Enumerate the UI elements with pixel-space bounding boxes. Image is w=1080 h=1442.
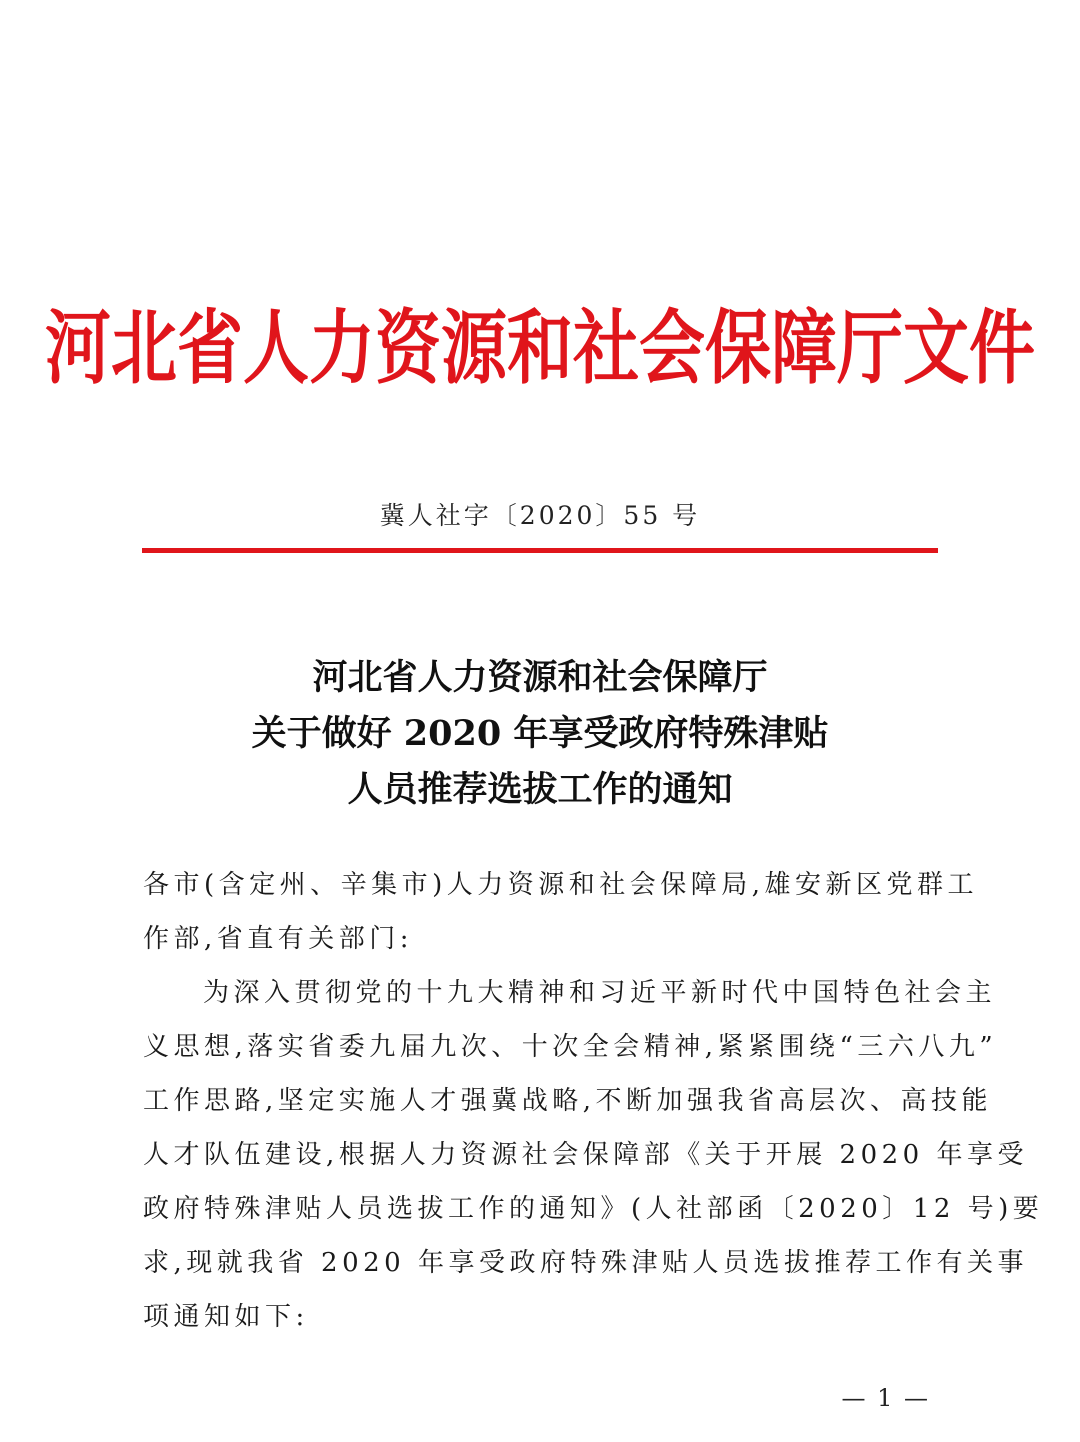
body-line-addressees-cont: 作部,省直有关部门: — [143, 924, 414, 954]
body-line-paragraph-start: 为深入贯彻党的十九大精神和习近平新时代中国特色社会主 — [203, 978, 997, 1008]
notice-title-line-1: 河北省人力资源和社会保障厅 — [312, 657, 768, 698]
body-line-addressees: 各市(含定州、辛集市)人力资源和社会保障局,雄安新区党群工 — [143, 870, 979, 900]
notice-body — [143, 858, 1044, 1344]
document-masthead: 河北省人力资源和社会保障厅文件 — [45, 300, 1035, 396]
body-line: 工作思路,坚定实施人才强冀战略,不断加强我省高层次、高技能 — [143, 1086, 993, 1116]
body-line: 求,现就我省 2020 年享受政府特殊津贴人员选拔推荐工作有关事 — [143, 1248, 1028, 1278]
notice-title-line-2: 关于做好 2020 年享受政府特殊津贴 — [251, 713, 829, 754]
notice-title — [0, 650, 1080, 818]
page-number: — 1 — — [841, 1384, 930, 1412]
body-line: 义思想,落实省委九届九次、十次全会精神,紧紧围绕“三六八九” — [143, 1032, 998, 1062]
notice-title-line-3: 人员推荐选拔工作的通知 — [347, 769, 733, 810]
document-number: 冀人社字〔2020〕55 号 — [379, 501, 701, 530]
body-line: 项通知如下: — [143, 1302, 309, 1332]
body-line: 政府特殊津贴人员选拔工作的通知》(人社部函〔2020〕12 号)要 — [143, 1194, 1044, 1224]
red-divider-line — [142, 548, 938, 553]
body-line: 人才队伍建设,根据人力资源社会保障部《关于开展 2020 年享受 — [143, 1140, 1028, 1170]
